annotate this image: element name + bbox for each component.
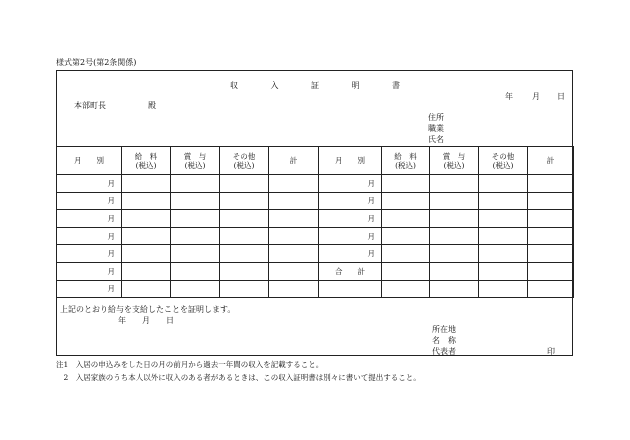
other-cell[interactable] (220, 280, 269, 298)
total-cell-right[interactable] (528, 210, 574, 228)
other-cell[interactable] (220, 192, 269, 210)
grand-total-bonus[interactable] (430, 262, 479, 280)
issue-date-day: 日 (557, 92, 565, 101)
header-salary-right: 給 料 (税込) (382, 147, 430, 175)
bonus-cell[interactable] (171, 262, 220, 280)
grand-total-salary[interactable] (382, 262, 430, 280)
bonus-cell[interactable] (171, 280, 220, 298)
certify-statement: 上記のとおり給与を支給したことを証明します。 (60, 305, 236, 314)
other-cell[interactable] (220, 245, 269, 263)
grand-total-sum[interactable] (528, 262, 574, 280)
total-cell-right[interactable] (528, 227, 574, 245)
title-char: 明 (351, 81, 360, 90)
empty-cell (382, 280, 430, 298)
salary-cell[interactable] (122, 280, 171, 298)
header-other-right: その他 (税込) (479, 147, 528, 175)
other-cell-right[interactable] (479, 245, 528, 263)
employer-representative-label: 代表者 (432, 347, 456, 356)
applicant-address-label: 住所 (428, 113, 444, 122)
total-cell[interactable] (269, 175, 319, 193)
note-1: 注1 入居の申込みをした日の月の前月から過去一年間の収入を記載すること。 (56, 360, 324, 369)
other-cell-right[interactable] (479, 192, 528, 210)
addressee: 本部町長 (74, 101, 106, 110)
salary-cell[interactable] (122, 192, 171, 210)
other-cell[interactable] (220, 262, 269, 280)
total-cell[interactable] (269, 210, 319, 228)
header-bonus-right: 賞 与 (税込) (430, 147, 479, 175)
header-total-right: 計 (528, 147, 574, 175)
table-row (57, 192, 574, 210)
salary-cell[interactable] (122, 227, 171, 245)
note-2: 2 入居家族のうち本人以外に収入のある者があるときは、この収入証明書は別々に書いて提出すること。 (56, 373, 421, 382)
table-row (57, 280, 574, 298)
empty-cell (528, 280, 574, 298)
table-header-row (57, 147, 574, 175)
bonus-cell-right[interactable] (430, 227, 479, 245)
grand-total-other[interactable] (479, 262, 528, 280)
table-row (57, 210, 574, 228)
seal-mark: 印 (547, 347, 555, 356)
empty-cell (430, 280, 479, 298)
bonus-cell-right[interactable] (430, 192, 479, 210)
total-cell-right[interactable] (528, 175, 574, 193)
issue-date-month: 月 (532, 92, 540, 101)
month-cell: 月 (57, 210, 122, 228)
month-cell: 月 (57, 245, 122, 263)
table-row (57, 245, 574, 263)
total-cell-right[interactable] (528, 192, 574, 210)
table-row (57, 262, 574, 280)
month-cell-right: 月 (319, 175, 382, 193)
month-cell: 月 (57, 175, 122, 193)
month-cell-right: 月 (319, 192, 382, 210)
header-month-right: 月 別 (319, 147, 382, 175)
bonus-cell[interactable] (171, 175, 220, 193)
salary-cell[interactable] (122, 175, 171, 193)
other-cell-right[interactable] (479, 175, 528, 193)
salary-cell-right[interactable] (382, 227, 430, 245)
other-cell[interactable] (220, 227, 269, 245)
month-cell: 月 (57, 280, 122, 298)
total-cell-right[interactable] (528, 245, 574, 263)
income-table (56, 146, 574, 298)
month-cell: 月 (57, 227, 122, 245)
other-cell[interactable] (220, 175, 269, 193)
cert-date-year: 年 (118, 316, 126, 325)
bonus-cell-right[interactable] (430, 245, 479, 263)
empty-cell (319, 280, 382, 298)
cert-date-month: 月 (142, 316, 150, 325)
header-total: 計 (269, 147, 319, 175)
applicant-occupation-label: 職業 (428, 124, 444, 133)
total-cell[interactable] (269, 262, 319, 280)
grand-total-label: 合 計 (319, 262, 382, 280)
bonus-cell[interactable] (171, 210, 220, 228)
bonus-cell[interactable] (171, 227, 220, 245)
month-cell: 月 (57, 192, 122, 210)
month-cell-right: 月 (319, 227, 382, 245)
table-row (57, 175, 574, 193)
month-cell-right: 月 (319, 245, 382, 263)
other-cell-right[interactable] (479, 227, 528, 245)
month-cell-right: 月 (319, 210, 382, 228)
total-cell[interactable] (269, 280, 319, 298)
employer-name-label: 名 称 (432, 336, 456, 345)
salary-cell-right[interactable] (382, 245, 430, 263)
total-cell[interactable] (269, 245, 319, 263)
applicant-name-label: 氏名 (428, 135, 444, 144)
salary-cell[interactable] (122, 210, 171, 228)
header-month: 月 別 (57, 147, 122, 175)
empty-cell (479, 280, 528, 298)
salary-cell[interactable] (122, 262, 171, 280)
salary-cell-right[interactable] (382, 192, 430, 210)
header-bonus: 賞 与 (税込) (171, 147, 220, 175)
total-cell[interactable] (269, 192, 319, 210)
month-cell: 月 (57, 262, 122, 280)
title-char: 書 (392, 81, 400, 90)
form-label: 様式第2号(第2条関係) (56, 58, 137, 67)
bonus-cell-right[interactable] (430, 175, 479, 193)
honorific: 殿 (148, 101, 156, 110)
header-salary: 給 料 (税込) (122, 147, 171, 175)
header-other: その他 (税込) (220, 147, 269, 175)
total-cell[interactable] (269, 227, 319, 245)
document-title (230, 80, 400, 91)
bonus-cell[interactable] (171, 192, 220, 210)
issue-date-year: 年 (505, 92, 513, 101)
other-cell[interactable] (220, 210, 269, 228)
bonus-cell-right[interactable] (430, 210, 479, 228)
salary-cell[interactable] (122, 245, 171, 263)
table-row (57, 227, 574, 245)
employer-location-label: 所在地 (432, 325, 456, 334)
title-char: 証 (311, 81, 319, 90)
other-cell-right[interactable] (479, 210, 528, 228)
salary-cell-right[interactable] (382, 210, 430, 228)
bonus-cell[interactable] (171, 245, 220, 263)
title-char: 収 (230, 81, 238, 90)
salary-cell-right[interactable] (382, 175, 430, 193)
cert-date-day: 日 (166, 316, 174, 325)
title-char: 入 (270, 81, 279, 90)
